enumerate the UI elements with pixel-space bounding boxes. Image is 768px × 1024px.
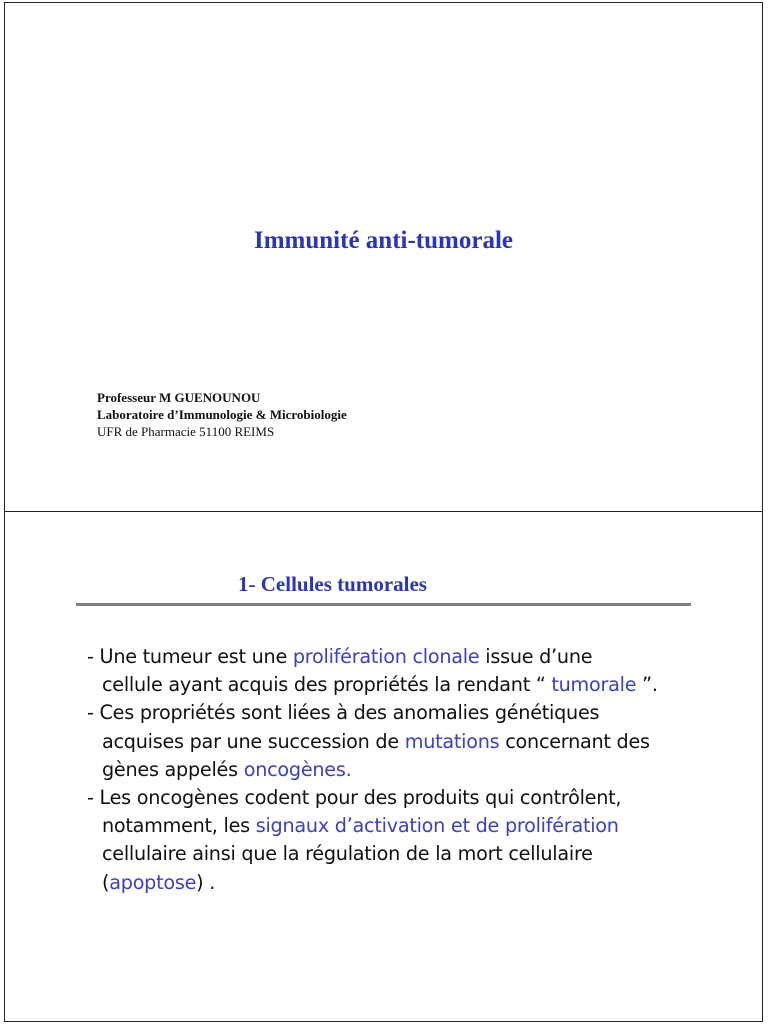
- bullet-1-line-1: - Une tumeur est une prolifération clonale issue d’une: [87, 645, 593, 668]
- slide-body: [87, 643, 727, 897]
- slide-2: [4, 511, 763, 1022]
- highlight-oncogenes: oncogènes.: [243, 757, 352, 781]
- bullet-3-line-2: notamment, les signaux d’activation et de prolifération: [102, 814, 619, 838]
- title-underline: [76, 603, 691, 606]
- highlight-proliferation-clonale: prolifération clonale: [292, 645, 480, 668]
- author-block: [97, 389, 347, 440]
- slide-title: Immunité anti-tumorale: [254, 227, 513, 254]
- author-name: Professeur M GUENOUNOU: [97, 390, 261, 405]
- highlight-tumorale: tumorale: [551, 673, 637, 697]
- bullet-2-line-3: gènes appelés oncogènes.: [102, 757, 352, 781]
- bullet-3-line-3: cellulaire ainsi que la régulation de la mort cellulaire: [102, 842, 593, 866]
- bullet-2-line-1: - Ces propriétés sont liées à des anomalies génétiques: [87, 701, 600, 725]
- section-title: 1- Cellules tumorales: [238, 572, 427, 596]
- bullet-2-line-2: acquises par une succession de mutations concernant des: [102, 729, 650, 753]
- highlight-mutations: mutations: [404, 729, 500, 753]
- highlight-apoptose: apoptose: [109, 870, 197, 894]
- bullet-3-line-4: (apoptose) .: [102, 870, 216, 894]
- highlight-signaux: signaux d’activation et de prolifération: [255, 814, 619, 838]
- bullet-1-line-2: cellule ayant acquis des propriétés la rendant “ tumorale ”.: [102, 673, 658, 697]
- bullet-3-line-1: - Les oncogènes codent pour des produits qui contrôlent,: [87, 786, 622, 810]
- author-lab: Laboratoire d’Immunologie & Microbiologie: [97, 407, 347, 422]
- author-address: UFR de Pharmacie 51100 REIMS: [97, 424, 275, 439]
- slide-1: [4, 2, 763, 512]
